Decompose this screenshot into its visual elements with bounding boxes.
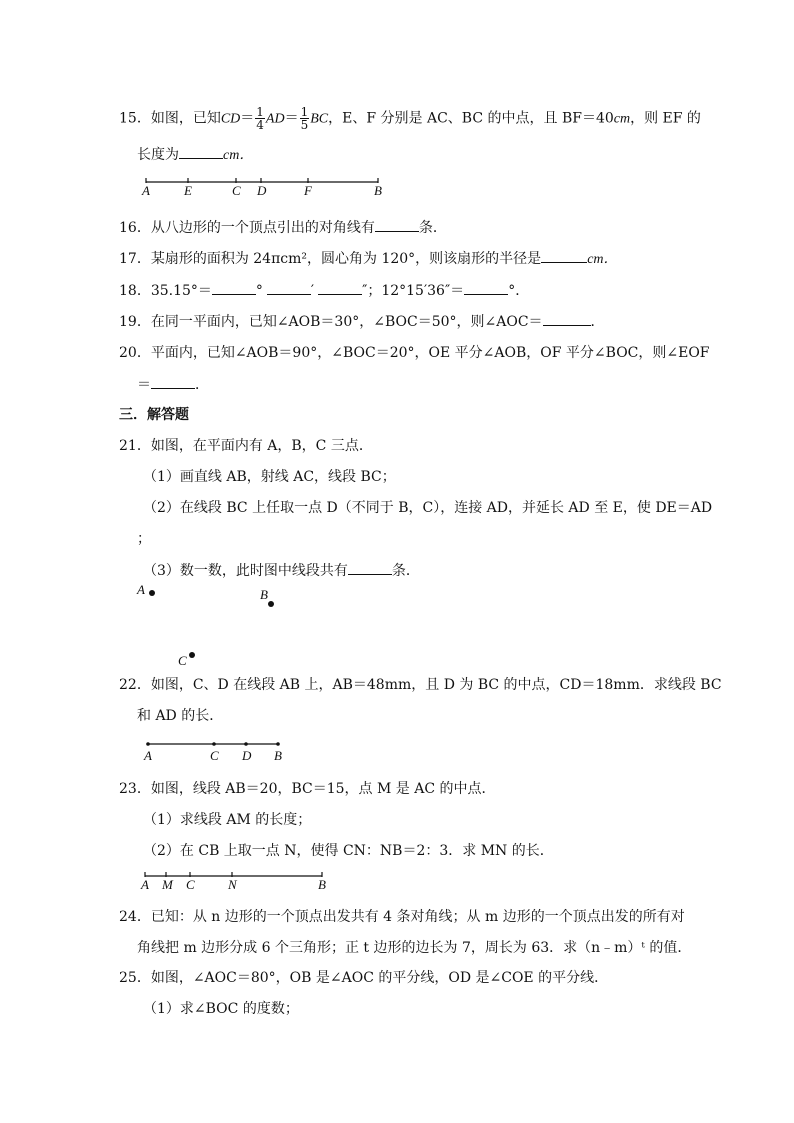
- point-B: [276, 742, 280, 746]
- label-A: A: [141, 877, 149, 892]
- q19: 19．在同一平面内，已知∠AOB＝30°，∠BOC＝50°，则∠AOC＝ ．: [119, 311, 605, 332]
- q23-stem: 23．如图，线段 AB＝20，BC＝15，点 M 是 AC 的中点．: [119, 781, 496, 797]
- q20-line1: 20．平面内，已知∠AOB＝90°，∠BOC＝20°，OE 平分∠AOB，OF 平分∠BOC，则∠EOF: [119, 345, 710, 361]
- q22-segment-figure: [140, 736, 300, 764]
- answer-blank: [212, 280, 256, 295]
- label-F: F: [304, 183, 312, 198]
- point-D: [244, 742, 248, 746]
- q21-part2-end: ；: [137, 531, 151, 547]
- point-b-label: B: [260, 587, 268, 602]
- point-a: [149, 590, 155, 596]
- q21-points-figure: [136, 582, 296, 672]
- answer-blank: [541, 248, 587, 263]
- label-C: C: [210, 748, 219, 763]
- q21-part2: （2）在线段 BC 上任取一点 D（不同于 B，C），连接 AD，并延长 AD 至 E，使 DE＝AD: [143, 500, 713, 516]
- label-A: A: [142, 183, 150, 198]
- fraction-one-fifth: $\frac{1}{5}$: [300, 105, 309, 132]
- q22-line2: 和 AD 的长．: [137, 708, 224, 724]
- answer-blank: [375, 217, 419, 232]
- q23-part1: （1）求线段 AM 的长度；: [143, 812, 312, 828]
- point-c-label: C: [178, 653, 187, 668]
- q21-part1: （1）画直线 AB，射线 AC，线段 BC；: [143, 469, 396, 485]
- point-c: [189, 652, 195, 658]
- label-D: D: [242, 748, 252, 763]
- q21-part3: （3）数一数，此时图中线段共有 条．: [143, 560, 420, 581]
- answer-blank: [348, 560, 392, 575]
- label-M: M: [162, 877, 173, 892]
- q23-part2: （2）在 CB 上取一点 N，使得 CN：NB＝2：3．求 MN 的长．: [143, 843, 554, 859]
- point-a-label: A: [137, 582, 145, 597]
- q25-part1: （1）求∠BOC 的度数；: [143, 1001, 299, 1017]
- q24-line2: 角线把 m 边形分成 6 个三角形；正 t 边形的边长为 7，周长为 63．求（n﹣m）ᵗ 的值．: [137, 940, 692, 956]
- answer-blank: [543, 311, 591, 326]
- q24-line1: 24．已知：从 n 边形的一个顶点出发共有 4 条对角线；从 m 边形的一个顶点出发的所有对: [119, 909, 685, 925]
- q25-stem: 25．如图，∠AOC＝80°，OB 是∠AOC 的平分线，OD 是∠COE 的平分线．: [119, 970, 609, 986]
- label-D: D: [257, 183, 267, 198]
- label-C: C: [186, 877, 195, 892]
- q18: 18．35.15°＝ ° ′ ″；12°15′36″＝ °．: [119, 280, 529, 301]
- answer-blank: [464, 280, 508, 295]
- q17: 17．某扇形的面积为 24πcm²，圆心角为 120°，则该扇形的半径是 cm．: [119, 248, 618, 270]
- label-A: A: [144, 748, 152, 763]
- label-B: B: [274, 748, 282, 763]
- q20-line2: ＝ ．: [137, 374, 209, 395]
- q16: 16．从八边形的一个顶点引出的对角线有 条．: [119, 217, 447, 238]
- q23-segment-figure: [140, 870, 340, 898]
- label-E: E: [184, 183, 192, 198]
- label-C: C: [232, 183, 241, 198]
- point-A: [146, 742, 150, 746]
- label-B: B: [318, 877, 326, 892]
- q21-stem: 21．如图，在平面内有 A，B，C 三点．: [119, 438, 373, 454]
- answer-blank: [151, 374, 195, 389]
- answer-blank: [267, 280, 311, 295]
- q15-line2: 长度为 cm．: [137, 144, 253, 166]
- point-C: [212, 742, 216, 746]
- q22-line1: 22．如图，C、D 在线段 AB 上，AB＝48mm，且 D 为 BC 的中点，CD＝18mm．求线段 BC: [119, 677, 722, 693]
- q15-line1: 15．如图，已知CD＝ $\frac{1}{4}$ AD＝ $\frac{1}{5}$ BC，E、F 分别是 AC、BC 的中点，且 BF＝40cm，则 EF 的: [119, 105, 701, 132]
- point-b: [268, 601, 274, 607]
- q15-segment-figure: [140, 174, 400, 198]
- label-B: B: [374, 183, 382, 198]
- section-heading: 三．解答题: [119, 407, 189, 423]
- label-N: N: [228, 877, 237, 892]
- fraction-one-quarter: $\frac{1}{4}$: [256, 105, 264, 132]
- answer-blank: [318, 280, 362, 295]
- answer-blank: [179, 144, 223, 159]
